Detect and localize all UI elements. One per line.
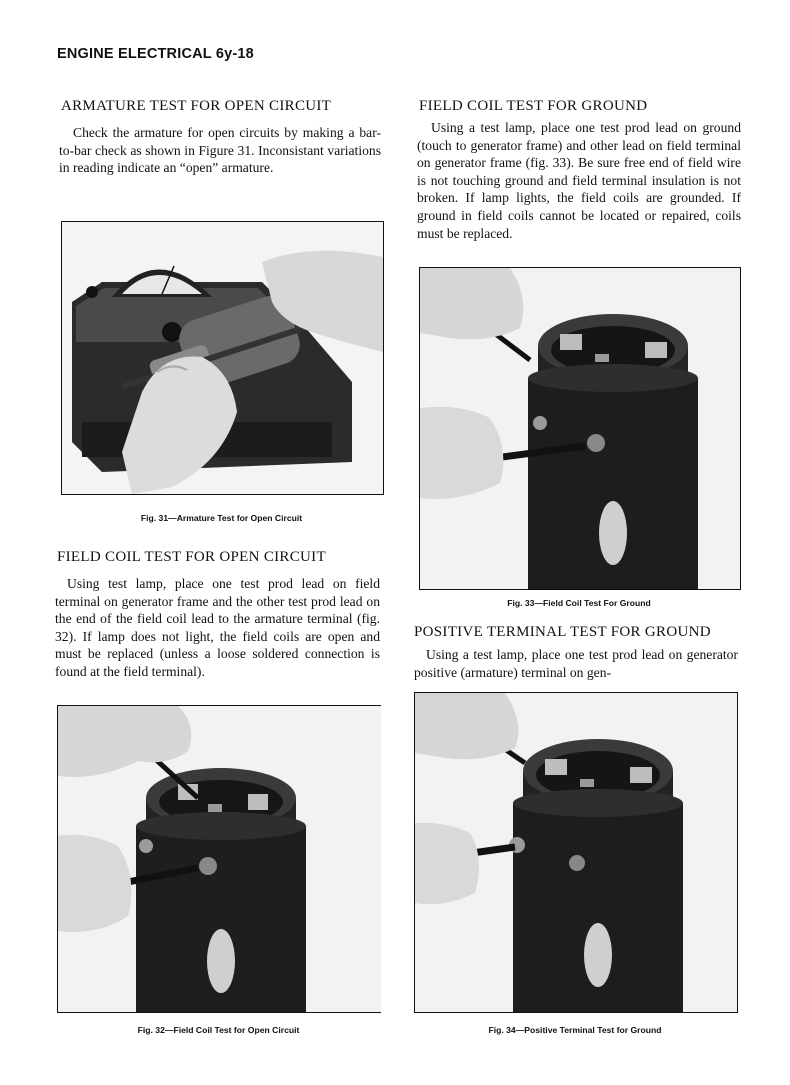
section-body-field-coil-ground: Using a test lamp, place one test prod lead on ground (touch to generator frame) and other lead on field terminal on generator frame (fig. 33). Be sure free end of field wire is not touching ground and field terminal insulation is not broken. If lamp lights, the field coils are grounded. If ground in field coils cannot be located or repaired, coils must be replaced.: [417, 120, 741, 241]
figure-32-caption: Fig. 32—Field Coil Test for Open Circuit: [137, 1025, 300, 1035]
figure-32-photo: [57, 705, 381, 1013]
section-body-positive-terminal: Using a test lamp, place one test prod lead on generator positive (armature) terminal on gen-: [414, 647, 738, 680]
figure-33-photo: [419, 267, 741, 590]
section-heading-armature-open: ARMATURE TEST FOR OPEN CIRCUIT: [61, 98, 332, 114]
armature-tester-illustration: [62, 222, 383, 494]
section-heading-positive-terminal: POSITIVE TERMINAL TEST FOR GROUND: [414, 624, 711, 640]
section-body-field-coil-open: Using test lamp, place one test prod lead on field terminal on generator frame and the other test prod lead on the end of the field coil lead to the armature terminal (fig. 32). If lamp does not light, the field coils are open and must be replaced (unless a loose soldered connection is found at the field terminal).: [55, 576, 380, 679]
section-heading-field-coil-open: FIELD COIL TEST FOR OPEN CIRCUIT: [57, 549, 326, 565]
section-heading-field-coil-ground: FIELD COIL TEST FOR GROUND: [419, 98, 648, 114]
field-coil-open-illustration: [58, 706, 381, 1012]
figure-31-caption: Fig. 31—Armature Test for Open Circuit: [140, 513, 303, 523]
positive-terminal-ground-illustration: [415, 693, 737, 1012]
figure-33-caption: Fig. 33—Field Coil Test For Ground: [507, 598, 651, 608]
section-body-armature-open: Check the armature for open circuits by making a bar-to-bar check as shown in Figure 31. Inconsistant variations in reading indicate an “open” armature.: [59, 125, 381, 176]
page-header: ENGINE ELECTRICAL 6y-18: [57, 46, 254, 62]
field-coil-ground-illustration: [420, 268, 740, 589]
figure-34-photo: [414, 692, 738, 1013]
figure-34-caption: Fig. 34—Positive Terminal Test for Ground: [488, 1025, 662, 1035]
figure-31-photo: [61, 221, 384, 495]
